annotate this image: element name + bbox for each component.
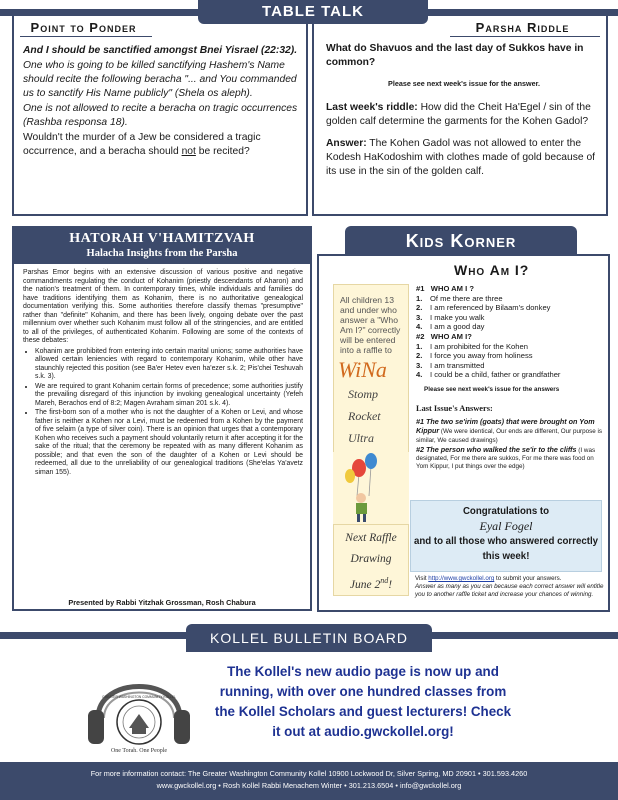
- kids-korner-title: Kids Korner: [345, 226, 577, 256]
- kollel-headphones-logo: [84, 656, 194, 756]
- clue-number: 1.: [416, 341, 423, 351]
- riddle-title-underline: [450, 36, 600, 37]
- riddle-answer: [326, 137, 602, 179]
- riddle-note: Please see next week's issue for the answer.: [388, 79, 540, 88]
- last-answer-1: [416, 418, 606, 445]
- quiz-clue: [416, 303, 606, 313]
- last-week-riddle-text: How did the Cheit Ha'Egel / sin of the golden calf determine the garments for the Kohen Gadol?: [326, 102, 591, 127]
- quiz-clue: [416, 351, 606, 361]
- ponder-body: [23, 44, 301, 160]
- last-answer-2: [416, 446, 606, 472]
- winner-name: Eyal Fogel: [479, 519, 533, 533]
- hatorah-intro: Parshas Emor begins with an extensive discussion of various positive and negative commandments regulating the conduct of Kohanim (priestly descendants of Aharon) and the nation's treatment of them. In contemporary times, while individuals and families do have traditions identifying them as Kohanim, there is no authoritative genealogical documentation verifying this. Some authorities therefore classify themas "presumptive" rather than "definite" Kohanim, and there has been lively, ongoing debate over the past millennium over whether such Kohanim must follow all of the stringencies, and are entitled to all of the privileges, of authenticated Kohanim. Following are some of the contexts of these debates:: [23, 269, 303, 344]
- kollel-website-link[interactable]: http://www.gwckollel.org: [428, 575, 495, 582]
- last-answer-1-head: #1 The two se'irim (goats) that were brought on Yom Kippur: [416, 417, 595, 436]
- quiz-2-marker: #2: [416, 331, 425, 341]
- logo-tagline: One Torah. One People: [110, 748, 168, 754]
- visit-prefix: Visit: [415, 575, 429, 582]
- ponder-question-start: Wouldn't the murder of a Jew be considered a tragic occurrence, and a beracha should: [23, 132, 261, 157]
- clue-text: I force you away from holiness: [430, 351, 533, 361]
- prize-line: Ultra: [348, 431, 375, 445]
- last-answer-2-head: #2 The person who walked the se'ir to the cliffs: [416, 444, 577, 454]
- last-week-riddle: [326, 101, 602, 129]
- stomp-rocket-kid-illustration: [333, 452, 409, 524]
- page-title: TABLE TALK: [198, 0, 428, 24]
- raffle-date-end: !: [388, 578, 393, 591]
- footer-contact-line: For more information contact: The Greater Washington Community Kollel 10900 Lockwood Dr, Silver Spring, MD 20901 • 301.593.4260: [90, 769, 528, 778]
- congratulations-box: [410, 500, 602, 572]
- hatorah-subtitle: Halacha Insights from the Parsha: [86, 248, 238, 259]
- contact-footer: [0, 762, 618, 800]
- clue-text: I am prohibited for the Kohen: [430, 341, 528, 351]
- quiz-clue: [416, 322, 606, 332]
- clue-text: I am referenced by Bilaam's donkey: [430, 303, 551, 313]
- quiz-1-marker: #1: [416, 284, 425, 293]
- quiz-note: Please see next week's issue for the answers: [424, 385, 560, 393]
- riddle-question: What do Shavuos and the last day of Sukkos have in common?: [326, 43, 584, 68]
- hatorah-bullet-list: [35, 348, 303, 478]
- clue-number: 2.: [416, 351, 423, 361]
- last-week-riddle-label: Last week's riddle:: [326, 102, 418, 113]
- clue-text: I am a good day: [430, 322, 485, 332]
- quiz-clue: [416, 313, 606, 323]
- ponder-title-underline: [20, 36, 152, 37]
- ponder-question-emphasis: not: [181, 146, 196, 157]
- hatorah-bullet: • Kohanim are prohibited from entering into certain marital unions; some authorities have allowed certain leniencies with regard to contemporary Kohanim, while other have staunchly rejected this position (see Ba'er Hetev even ha'ezer s.k. 2; Pis'chei Teshuvah s.k. 3).: [35, 348, 303, 382]
- congrats-heading: Congratulations to: [462, 506, 550, 517]
- riddle-answer-label: Answer:: [326, 138, 367, 149]
- clue-number: 4.: [416, 322, 423, 332]
- hatorah-title: HATORAH V'HAMITZVAH: [69, 231, 255, 246]
- quiz-clue: [416, 342, 606, 352]
- quiz-2-heading: [416, 332, 606, 342]
- raffle-line: Drawing: [350, 553, 392, 565]
- riddle-body: [326, 42, 602, 179]
- visit-line: [415, 575, 609, 583]
- raffle-line: Next Raffle: [345, 532, 397, 544]
- quiz-clue: [416, 294, 606, 304]
- quiz-clue: [416, 361, 606, 371]
- quiz-1-heading: [416, 284, 606, 294]
- congrats-message: and to all those who answered correctly this week!: [413, 536, 599, 562]
- logo-ring-text: GREATER WASHINGTON COMMUNITY KOLLEL: [102, 695, 176, 699]
- last-answer-2-text: (I was designated, For me there are sukkos, For me there was food on Yom Kippur, I put things over the edge): [416, 446, 596, 471]
- clue-number: 4.: [416, 370, 423, 380]
- prize-line: Stomp: [348, 387, 378, 401]
- ponder-title: Point to Ponder: [30, 20, 137, 35]
- quiz-2-title: WHO AM I?: [430, 331, 472, 341]
- ponder-paragraph-1: One who is going to be killed sanctifying Hashem's Name should recite the following beracha "... and You commanded us to sanctify His Name publicly" (Shela os aleph).: [23, 60, 297, 99]
- clue-number: 2.: [416, 303, 423, 313]
- raffle-date-text: June 2: [349, 578, 381, 591]
- clue-number: 1.: [416, 293, 423, 303]
- prize-line: Rocket: [348, 409, 381, 423]
- riddle-title: Parsha Riddle: [475, 20, 570, 35]
- footer-web-line: www.gwckollel.org • Rosh Kollel Rabbi Menachem Winter • 301.213.6504 • info@gwckollel.org: [156, 781, 462, 790]
- ponder-quote: And I should be sanctified amongst Bnei Yisrael (22:32).: [23, 45, 298, 56]
- visit-suffix: to submit your answers.: [494, 575, 562, 582]
- quiz-1-title: WHO AM I ?: [430, 284, 474, 293]
- raffle-instructions: Answer as many as you can because each correct answer will entitle you to another raffle ticket and increase your chances of winning.: [415, 583, 604, 598]
- ponder-question: [23, 131, 301, 159]
- quiz-clue: [416, 370, 606, 380]
- bulletin-board-title: KOLLEL BULLETIN BOARD: [186, 624, 432, 652]
- audio-page-announcement: The Kollel's new audio page is now up and running, with over one hundred classes from the Kollel Scholars and guest lecturers! Check it out at audio.gwckollel.org!: [214, 664, 512, 739]
- prize-name: [348, 383, 408, 449]
- ponder-paragraph-2: One is not allowed to recite a beracha on tragic occurrences (Rashba responsa 18).: [23, 103, 298, 128]
- clue-number: 3.: [416, 360, 423, 370]
- next-raffle-drawing: [333, 524, 409, 596]
- hatorah-credit: Presented by Rabbi Yitzhak Grossman, Rosh Chabura: [68, 598, 256, 607]
- clue-number: 3.: [416, 312, 423, 322]
- last-answer-1-text: (We were identical, Our ends are different, Our purpose is similar, We caused drawings): [416, 428, 603, 444]
- last-issue-answers-title: Last Issue's Answers:: [416, 403, 493, 413]
- win-a-logo: WiNa: [338, 357, 387, 382]
- clue-text: Of me there are three: [430, 293, 503, 303]
- riddle-answer-text: The Kohen Gadol was not allowed to enter the Kodesh HaKodoshim with clothes made of gold because of its use in the sin of the golden calf.: [326, 138, 596, 177]
- submit-answers-note: [415, 575, 609, 599]
- hatorah-bullet: • The first-born son of a mother who is not the daughter of a Kohen or Levi, and whose father is neither a Kohen nor a Levi, must be redeemed from a Kohen by the payment of five selaim (a type of silver coin). There is an opinion that urges that a contemporary Kohen who receives such a payment should voluntarily return it after accepting it for the sake of the ritual; that the ceremony be repeated with as many different Kohanim as possible; and that even the son of the daughter of a Kohen or Levi should be redeemed, all due to the unreliability of our genealogical traditions (She'elas Ya'avetz siman 155).: [35, 409, 303, 477]
- hatorah-body: [23, 269, 303, 478]
- raffle-promo-text: All children 13 and under who answer a "Who Am I?" correctly will be entered into a raffle to: [340, 295, 401, 355]
- clue-text: I make you walk: [430, 312, 485, 322]
- clue-text: I am transmitted: [430, 360, 485, 370]
- raffle-date: [334, 570, 408, 596]
- clue-text: I could be a child, father or grandfather: [430, 370, 561, 380]
- raffle-date-suffix: nd: [380, 576, 389, 585]
- who-am-i-title: Who Am I?: [454, 262, 530, 278]
- hatorah-header-band: [14, 228, 310, 264]
- who-am-i-quiz: [416, 284, 606, 472]
- hatorah-bullet: • We are required to grant Kohanim certain forms of precedence; some authorities justify the prevailing disregard of this injunction by invoking genealogical uncertainty (Yefeh Mareh, Berachos end of 8:2; Magen Avraham siman 201 s.k. 4).: [35, 383, 303, 409]
- ponder-question-end: be recited?: [195, 146, 250, 157]
